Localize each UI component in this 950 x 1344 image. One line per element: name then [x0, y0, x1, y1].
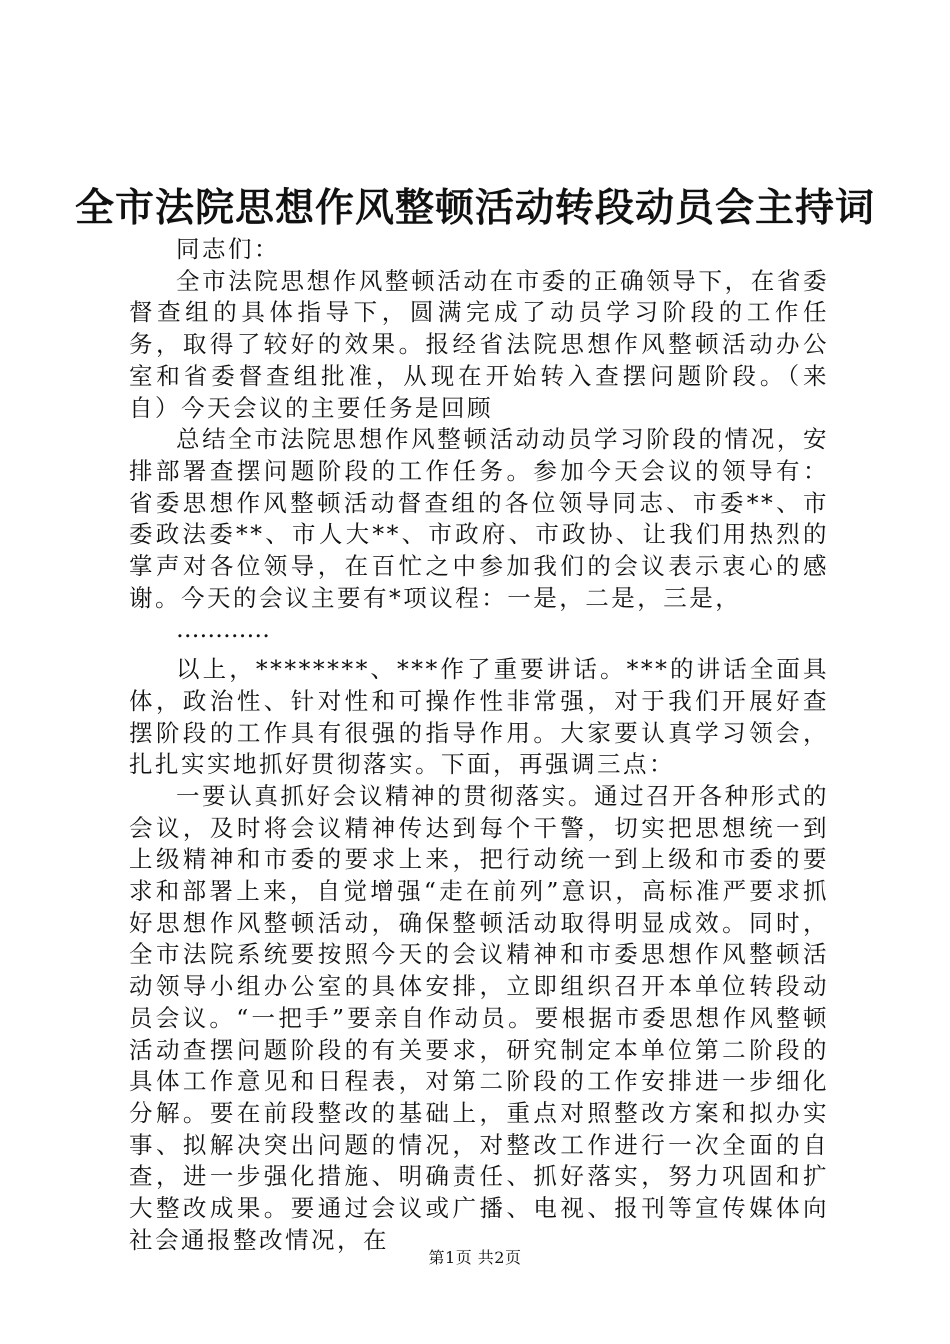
document-body — [129, 234, 829, 1257]
body-paragraph: 以上，********、***作了重要讲话。***的讲话全面具体，政治性、针对性和可操作性非常强，对于我们开展好查摆阶段的工作具有很强的指导作用。大家要认真学习领会，扎扎实实地抓好贯彻落实。下面，再强调三点： — [129, 655, 829, 779]
ellipsis-paragraph: ………… — [176, 615, 270, 644]
document-title: 全市法院思想作风整顿活动转段动员会主持词 — [74, 185, 875, 231]
body-paragraph: 全市法院思想作风整顿活动在市委的正确领导下，在省委督查组的具体指导下，圆满完成了动员学习阶段的工作任务，取得了较好的效果。报经省法院思想作风整顿活动办公室和省委督查组批准，从现在开始转入查摆问题阶段。（来自）今天会议的主要任务是回顾 — [129, 266, 829, 422]
body-paragraph: 总结全市法院思想作风整顿活动动员学习阶段的情况，安排部署查摆问题阶段的工作任务。参加今天会议的领导有：省委思想作风整顿活动督查组的各位领导同志、市委**、市委政法委**、市人大**、市政府、市政协、让我们用热烈的掌声对各位领导，在百忙之中参加我们的会议表示衷心的感谢。今天的会议主要有*项议程：一是，二是，三是， — [129, 425, 829, 612]
body-paragraph: 一要认真抓好会议精神的贯彻落实。通过召开各种形式的会议，及时将会议精神传达到每个干警，切实把思想统一到上级精神和市委的要求上来，把行动统一到上级和市委的要求和部署上来，自觉增强“走在前列”意识，高标准严要求抓好思想作风整顿活动，确保整顿活动取得明显成效。同时，全市法院系统要按照今天的会议精神和市委思想作风整顿活动领导小组办公室的具体安排，立即组织召开本单位转段动员会议。“一把手”要亲自作动员。要根据市委思想作风整顿活动查摆问题阶段的有关要求，研究制定本单位第二阶段的具体工作意见和日程表，对第二阶段的工作安排进一步细化分解。要在前段整改的基础上，重点对照整改方案和拟办实事、拟解决突出问题的情况，对整改工作进行一次全面的自查，进一步强化措施、明确责任、抓好落实，努力巩固和扩大整改成果。要通过会议或广播、电视、报刊等宣传媒体向社会通报整改情况，在 — [129, 781, 829, 1254]
page-footer: 第1页 共2页 — [428, 1248, 522, 1267]
salutation-paragraph: 同志们： — [176, 235, 280, 263]
